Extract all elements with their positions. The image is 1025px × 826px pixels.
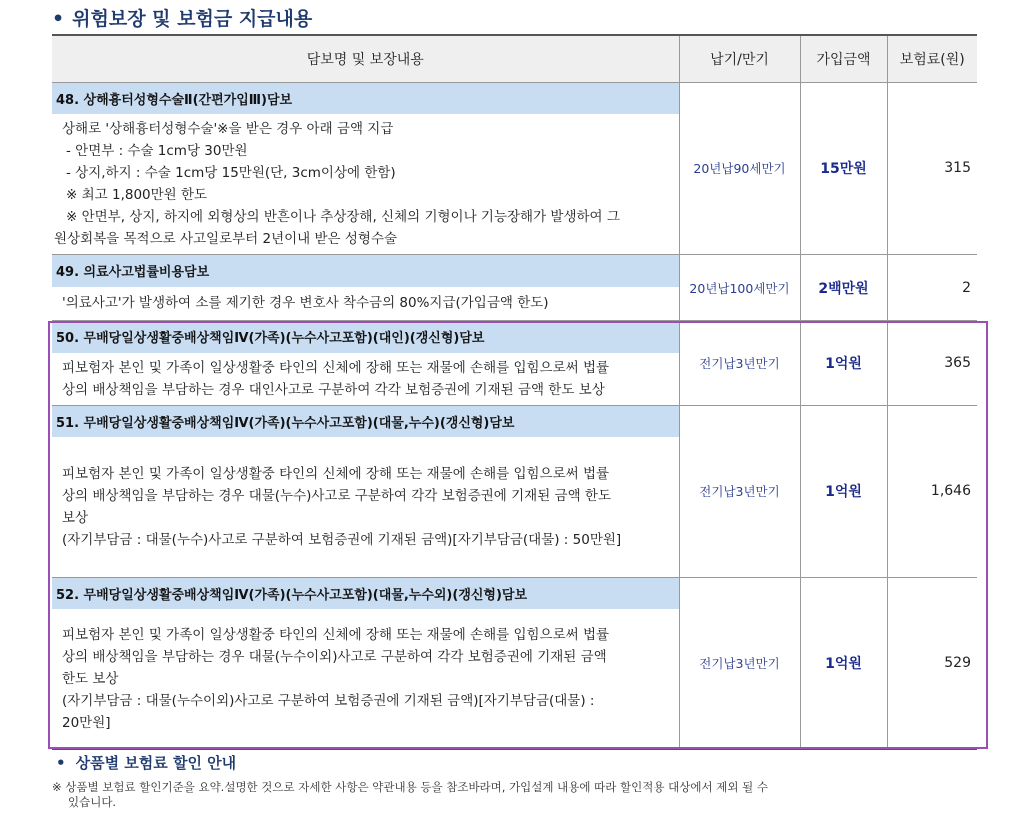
- coverage-row-49: [52, 255, 977, 287]
- coverage-amount: 1억원: [800, 405, 887, 577]
- coverage-table: [52, 34, 977, 750]
- coverage-premium: 1,646: [887, 405, 977, 577]
- coverage-description: [52, 353, 679, 406]
- description-line: 한도 보상: [62, 670, 119, 687]
- header-premium: 보험료(원): [887, 35, 977, 82]
- coverage-premium: 365: [887, 321, 977, 406]
- coverage-term: 전기납3년만기: [679, 577, 800, 749]
- coverage-description: [52, 609, 679, 749]
- description-line: '의료사고'가 발생하여 소를 제기한 경우 변호사 착수금의 80%지급(가입금액 한도): [62, 295, 549, 312]
- description-line: 보상: [62, 509, 89, 526]
- description-line: 상해로 '상해흉터성형수술'※을 받은 경우 아래 금액 지급: [62, 121, 394, 137]
- coverage-row-48: [52, 82, 977, 114]
- description-line: 피보험자 본인 및 가족이 일상생활중 타인의 신체에 장해 또는 재물에 손해를 입힘으로써 법률: [62, 359, 610, 376]
- discount-note-line: ※ 상품별 보험료 할인기준을 요약.설명한 것으로 자세한 사항은 약관내용 등을 참조바라며, 가입설계 내용에 따라 할인적용 대상에서 제외 될 수: [52, 780, 768, 794]
- description-line: 상의 배상책임을 부담하는 경우 대물(누수이외)사고로 구분하여 각각 보험증권에 기재된 금액: [62, 648, 607, 665]
- coverage-term: 전기납3년만기: [679, 405, 800, 577]
- coverage-term: 20년납90세만기: [679, 82, 800, 255]
- coverage-description: [52, 114, 679, 255]
- coverage-title: 51. 무배당일상생활중배상책임Ⅳ(가족)(누수사고포함)(대물,누수)(갱신형)담보: [52, 405, 679, 437]
- coverage-row-52: [52, 577, 977, 609]
- description-line: ※ 최고 1,800만원 한도: [66, 187, 208, 203]
- coverage-description: [52, 287, 679, 321]
- section-title-text: 위험보장 및 보험금 지급내용: [72, 8, 313, 30]
- table-header-row: [52, 35, 977, 82]
- description-line: 피보험자 본인 및 가족이 일상생활중 타인의 신체에 장해 또는 재물에 손해를 입힘으로써 법률: [62, 626, 610, 643]
- description-line: 상의 배상책임을 부담하는 경우 대인사고로 구분하여 각각 보험증권에 기재된 금액 한도 보상: [62, 381, 605, 398]
- description-line: - 상지,하지 : 수술 1cm당 15만원(단, 3cm이상에 한함): [66, 165, 396, 181]
- coverage-title: 52. 무배당일상생활중배상책임Ⅳ(가족)(누수사고포함)(대물,누수외)(갱신형)담보: [52, 577, 679, 609]
- description-line: (자기부담금 : 대물(누수)사고로 구분하여 보험증권에 기재된 금액)[자기부담금(대물) : 50만원]: [62, 531, 622, 548]
- coverage-row-50: [52, 321, 977, 353]
- description-line: 20만원]: [62, 714, 111, 731]
- coverage-term: 전기납3년만기: [679, 321, 800, 406]
- coverage-title: 49. 의료사고법률비용담보: [52, 255, 679, 287]
- coverage-term: 20년납100세만기: [679, 255, 800, 321]
- discount-title-text: 상품별 보험료 할인 안내: [75, 754, 237, 772]
- description-line: 상의 배상책임을 부담하는 경우 대물(누수)사고로 구분하여 각각 보험증권에 기재된 금액 한도: [62, 487, 612, 504]
- section-title: • 위험보장 및 보험금 지급내용: [52, 8, 313, 30]
- discount-note: [52, 780, 892, 810]
- description-line: - 안면부 : 수술 1cm당 30만원: [66, 143, 248, 159]
- coverage-premium: 315: [887, 82, 977, 255]
- description-line: ※ 안면부, 상지, 하지에 외형상의 반흔이나 추상장해, 신체의 기형이나 기능장해가 발생하여 그: [66, 209, 620, 225]
- coverage-title: 50. 무배당일상생활중배상책임Ⅳ(가족)(누수사고포함)(대인)(갱신형)담보: [52, 321, 679, 353]
- coverage-amount: 1억원: [800, 577, 887, 749]
- header-term: 납기/만기: [679, 35, 800, 82]
- coverage-premium: 2: [887, 255, 977, 321]
- header-coverage: 담보명 및 보장내용: [52, 35, 679, 82]
- coverage-row-51: [52, 405, 977, 437]
- header-amount: 가입금액: [800, 35, 887, 82]
- coverage-title: 48. 상해흉터성형수술Ⅱ(간편가입Ⅲ)담보: [52, 82, 679, 114]
- description-line: 피보험자 본인 및 가족이 일상생활중 타인의 신체에 장해 또는 재물에 손해를 입힘으로써 법률: [62, 465, 610, 482]
- coverage-amount: 15만원: [800, 82, 887, 255]
- discount-title: • 상품별 보험료 할인 안내: [56, 754, 237, 772]
- description-line: (자기부담금 : 대물(누수이외)사고로 구분하여 보험증권에 기재된 금액)[자기부담금(대물) :: [62, 692, 595, 709]
- coverage-premium: 529: [887, 577, 977, 749]
- discount-note-line: 있습니다.: [68, 795, 117, 809]
- coverage-amount: 2백만원: [800, 255, 887, 321]
- coverage-description: [52, 437, 679, 577]
- coverage-amount: 1억원: [800, 321, 887, 406]
- description-line: 원상회복을 목적으로 사고일로부터 2년이내 받은 성형수술: [54, 231, 398, 247]
